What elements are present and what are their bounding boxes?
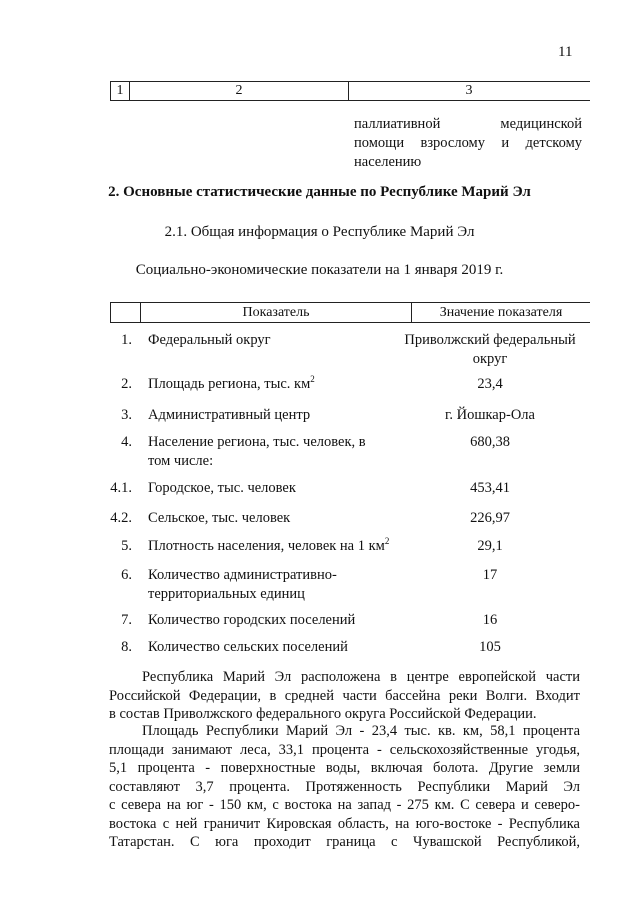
row-value: 29,1 (477, 538, 503, 554)
row-number: 3. (121, 407, 132, 423)
row-label: Городское, тыс. человек (148, 480, 296, 496)
continued-line: помощи взрослому и детскому (354, 135, 582, 151)
table-caption: Социально-экономические показатели на 1 января 2019 г. (135, 262, 504, 278)
row-number: 6. (121, 567, 132, 583)
row-label: Плотность населения, человек на 1 $км^2$ (148, 536, 390, 554)
row-label: Количество сельских поселений (148, 639, 348, 655)
row-label: Федеральный округ (148, 332, 271, 348)
paragraph-line: в состав Приволжского федерального округа Российской Федерации. (109, 706, 537, 722)
paragraph-line: востока с ней граничит Кировская область, на юго-востоке - Республика (109, 815, 580, 832)
continued-cell-text (354, 115, 582, 172)
row-value: 23,4 (477, 376, 503, 392)
paragraph-line: площади занимают леса, 33,1 процента - сельскохозяйственные угодья, (109, 741, 580, 758)
row-number: 8. (121, 639, 132, 655)
row-value: Приволжский федеральный округ (404, 332, 576, 367)
row-label: Площадь региона, тыс. $км^2$ (148, 374, 315, 392)
col-indicator: Показатель (242, 305, 310, 320)
row-number: 2. (121, 376, 132, 392)
row-label: Количество административно-территориальных единиц (148, 567, 337, 602)
row-number: 4. (121, 434, 132, 450)
row-value: 17 (482, 567, 498, 583)
paragraph-line: Республика Марий Эл расположена в центре европейской части (142, 669, 580, 685)
row-number: 4.2. (110, 510, 132, 526)
row-value: г. Йошкар-Ола (445, 407, 535, 423)
row-value: 16 (482, 612, 498, 628)
header-col-2: 2 (235, 83, 243, 98)
row-number: 7. (121, 612, 132, 628)
paragraph-line: Российской Федерации, в средней части бассейна реки Волги. Входит (109, 687, 580, 704)
row-number: 5. (121, 538, 132, 554)
col-value: Значение показателя (439, 305, 563, 320)
paragraph-line: 5,1 процента - поверхностные воды, включая болота. Другие земли (109, 760, 580, 776)
row-value: 453,41 (470, 480, 510, 496)
paragraph-line: с севера на юг - 150 км, с востока на запад - 275 км. С севера и северо- (109, 797, 580, 813)
section-title: 2. Основные статистические данные по Республике Марий Эл (108, 184, 531, 200)
row-label: Административный центр (148, 407, 311, 423)
row-label: Сельское, тыс. человек (148, 510, 291, 526)
header-col-3: 3 (465, 83, 473, 98)
paragraph-area (109, 722, 580, 852)
header-col-1: 1 (116, 83, 124, 98)
continued-line: населению (354, 154, 422, 170)
paragraph-line: Площадь Республики Марий Эл - 23,4 тыс. кв. км, 58,1 процента (142, 723, 580, 739)
paragraph-line: Татарстан. С юга проходит граница с Чувашской Республикой, (109, 834, 580, 850)
row-number: 1. (121, 332, 132, 348)
continued-table-header (110, 81, 590, 101)
subsection-title: 2.1. Общая информация о Республике Марий Эл (164, 224, 475, 240)
row-value: 105 (479, 639, 501, 655)
continued-line: паллиативной медицинской (354, 116, 582, 132)
row-value: 226,97 (470, 510, 510, 526)
page-number: 11 (558, 44, 573, 60)
paragraph-line: составляют 3,7 процента. Протяженность Республики Марий Эл (109, 778, 580, 795)
paragraph-location (109, 668, 580, 724)
stats-table-header (110, 302, 590, 323)
row-value: 680,38 (470, 434, 510, 450)
row-label: Население региона, тыс. человек, в том числе: (148, 434, 366, 469)
row-number: 4.1. (110, 480, 132, 496)
row-label: Количество городских поселений (148, 612, 356, 628)
